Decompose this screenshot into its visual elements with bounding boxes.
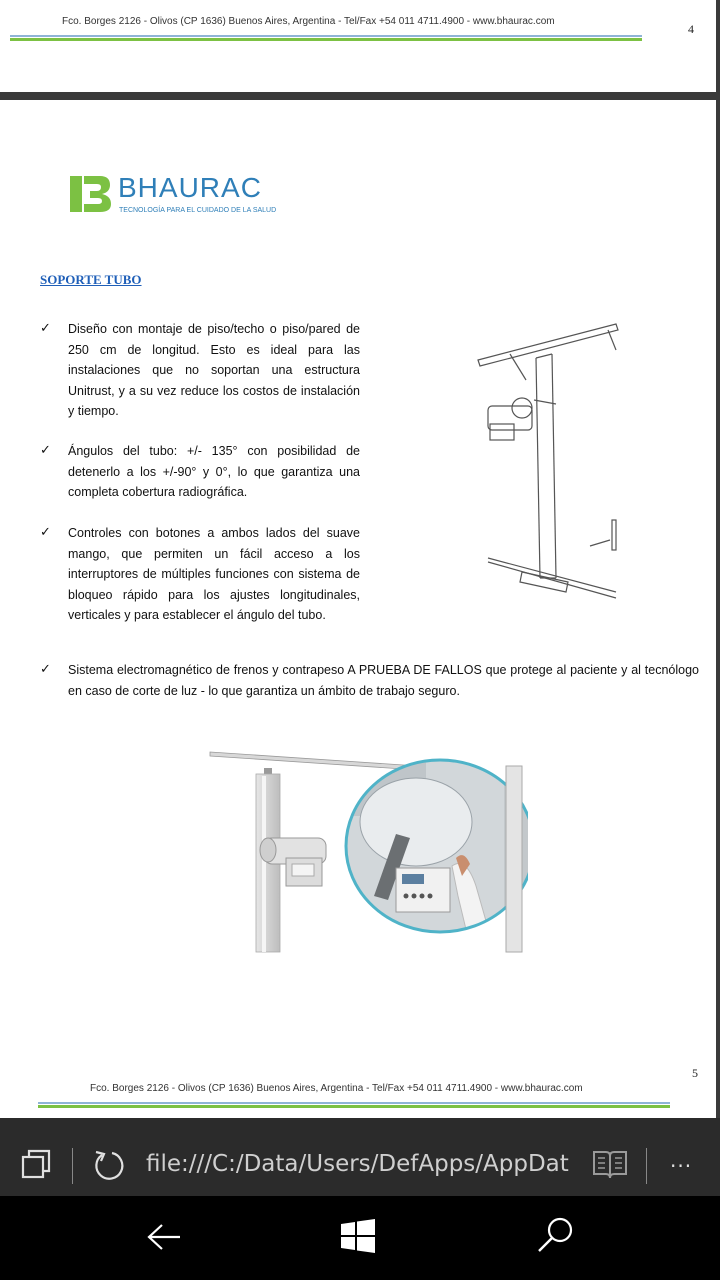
footer-line-blue bbox=[10, 35, 642, 37]
footer-line-blue bbox=[38, 1102, 670, 1104]
url-input[interactable]: file:///C:/Data/Users/DefApps/AppDat bbox=[146, 1151, 569, 1177]
pdf-page-5 bbox=[0, 100, 716, 1118]
bullet-text: Diseño con montaje de piso/techo o piso/pared de 250 cm de longitud. Esto es ideal para las instalaciones que no soportan una estructura Unitrust, y a su vez reduce los costos de instalación y tiempo. bbox=[68, 322, 360, 418]
back-arrow-icon[interactable] bbox=[146, 1222, 182, 1252]
page-number: 4 bbox=[688, 22, 694, 36]
section-heading: SOPORTE TUBO bbox=[40, 272, 142, 287]
more-icon[interactable]: ··· bbox=[670, 1154, 693, 1178]
search-icon[interactable] bbox=[536, 1216, 574, 1254]
page-footer-text: Fco. Borges 2126 - Olivos (CP 1636) Buenos Aires, Argentina - Tel/Fax +54 011 4711.4900 - www.bhaurac.com bbox=[90, 1083, 583, 1094]
bullet-text: Sistema electromagnético de frenos y contrapeso A PRUEBA DE FALLOS que protege al paciente y al tecnólogo en caso de corte de luz - lo que garantiza un ámbito de trabajo seguro. bbox=[68, 663, 699, 698]
logo-tagline: TECNOLOGÍA PARA EL CUIDADO DE LA SALUD bbox=[119, 207, 277, 214]
browser-address-bar bbox=[0, 1118, 720, 1196]
footer-line-green bbox=[10, 38, 642, 41]
check-icon: ✓ bbox=[40, 661, 51, 676]
company-logo bbox=[70, 172, 277, 219]
footer-line-green bbox=[38, 1105, 670, 1108]
pdf-page-4 bbox=[0, 0, 716, 92]
reading-view-icon[interactable] bbox=[592, 1148, 628, 1180]
logo-name: BHAURAC bbox=[118, 172, 262, 203]
check-icon: ✓ bbox=[40, 320, 51, 335]
system-navigation-bar bbox=[0, 1196, 720, 1280]
tube-stand-photo bbox=[206, 746, 528, 954]
refresh-icon[interactable] bbox=[92, 1148, 126, 1182]
tabs-icon[interactable] bbox=[20, 1148, 52, 1180]
check-icon: ✓ bbox=[40, 524, 51, 539]
page-number: 5 bbox=[692, 1066, 698, 1080]
bhaurac-logo-mark-icon bbox=[70, 174, 112, 214]
tube-stand-drawing bbox=[470, 320, 620, 602]
page-footer-text: Fco. Borges 2126 - Olivos (CP 1636) Buenos Aires, Argentina - Tel/Fax +54 011 4711.4900 - www.bhaurac.com bbox=[62, 16, 555, 27]
windows-logo-icon[interactable] bbox=[340, 1218, 376, 1254]
bullet-text: Ángulos del tubo: +/- 135° con posibilidad de detenerlo a los +/-90° y 0°, lo que garantiza una completa cobertura radiográfica. bbox=[68, 444, 360, 499]
check-icon: ✓ bbox=[40, 442, 51, 457]
separator bbox=[646, 1148, 647, 1184]
bullet-text: Controles con botones a ambos lados del suave mango, que permiten un fácil acceso a los interruptores de múltiples funciones con sistema de bloqueo rápido para los ajustes longitudinales, verticales y para establecer el ángulo del tubo. bbox=[68, 526, 360, 622]
separator bbox=[72, 1148, 73, 1184]
